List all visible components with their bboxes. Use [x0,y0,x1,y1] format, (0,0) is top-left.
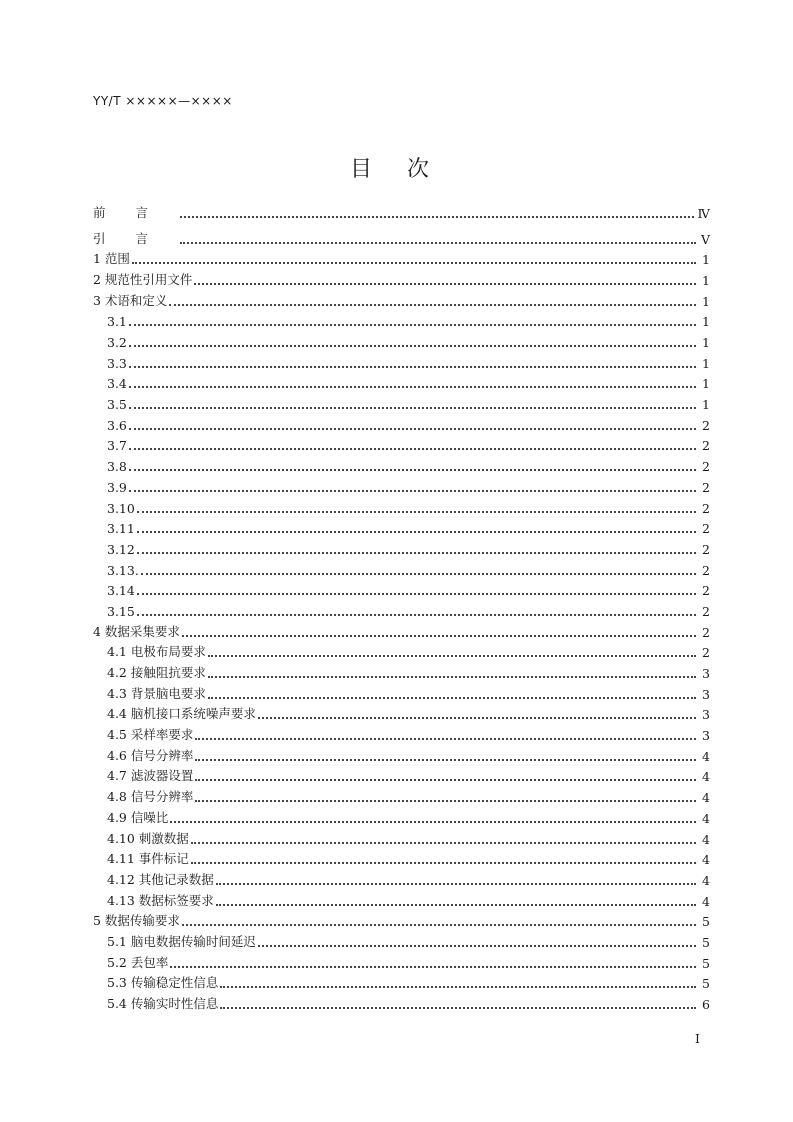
toc-dot-leader [208,664,696,678]
toc-entry-label: 4.5 采样率要求 [107,727,194,743]
toc-dot-leader [137,499,696,513]
toc-entry[interactable] [93,453,710,474]
toc-entry[interactable] [93,991,710,1012]
toc-dot-leader [195,726,696,740]
toc-entry[interactable] [93,536,710,557]
toc-entry-label: 4.11 事件标记 [107,851,189,867]
toc-dot-leader [208,685,696,699]
toc-entry-page: 4 [702,852,710,868]
toc-dot-leader [137,540,696,554]
toc-entry-label: 3 术语和定义 [93,292,168,308]
toc-entry-page: 5 [702,934,710,950]
page-number: Ⅰ [695,1031,700,1046]
toc-entry-label: 前言 [93,204,179,220]
toc-entry[interactable] [93,557,710,578]
toc-dot-leader [180,230,696,244]
toc-entry[interactable] [93,433,710,454]
toc-entry-page: 1 [702,314,710,330]
toc-entry[interactable] [93,950,710,971]
toc-entry[interactable] [93,267,710,288]
toc-entry-page: 1 [702,335,710,351]
toc-dot-leader [180,204,693,218]
toc-entry-label: 3.9 [107,479,127,495]
toc-entry-page: 6 [702,997,710,1013]
toc-entry-page: 2 [702,562,710,578]
toc-entry[interactable] [93,371,710,392]
toc-entry-label: 4.7 滤波器设置 [107,768,194,784]
toc-dot-leader [137,519,696,533]
toc-entry-page: 2 [702,541,710,557]
toc-dot-leader [195,767,696,781]
toc-entry-page: 1 [702,252,710,268]
toc-dot-leader [182,912,696,926]
toc-entry-label: 4 数据采集要求 [93,623,180,639]
toc-dot-leader [137,602,696,616]
toc-entry-page: 2 [702,521,710,537]
toc-dot-leader [216,871,696,885]
toc-entry-label: 3.15 [107,603,135,619]
toc-entry[interactable] [93,722,710,743]
toc-dot-leader [194,271,696,285]
toc-dot-leader [170,954,696,968]
toc-entry-label: 4.8 信号分辨率 [107,789,194,805]
toc-entry-page: 1 [702,397,710,413]
toc-entry[interactable] [93,909,710,930]
toc-entry[interactable] [93,495,710,516]
toc-entry[interactable] [93,702,710,723]
toc-entry-page: 1 [702,293,710,309]
toc-entry-label: 3.4 [107,376,127,392]
toc-entry-label: 4.9 信噪比 [107,809,169,825]
toc-entry-label: 4.1 电极布局要求 [107,644,206,660]
toc-dot-leader [132,250,696,264]
toc-dot-leader [258,705,696,719]
toc-entry-label: 5.4 传输实时性信息 [107,996,219,1012]
toc-entry-label: 4.13 数据标签要求 [107,892,214,908]
toc-entry[interactable] [93,971,710,992]
toc-entry[interactable] [93,247,710,268]
toc-entry[interactable] [93,195,710,221]
toc-entry-page: 3 [702,707,710,723]
toc-entry-page: 4 [702,769,710,785]
toc-entry[interactable] [93,847,710,868]
toc-dot-leader [129,374,696,388]
toc-entry-page: 4 [702,790,710,806]
toc-dot-leader [216,892,696,906]
toc-dot-leader [141,561,696,575]
toc-entry-label: 3.3 [107,355,127,371]
toc-entry-label: 4.2 接触阻抗要求 [107,665,206,681]
toc-entry-page: 2 [702,417,710,433]
toc-entry-page: 5 [702,914,710,930]
toc-entry-page: 5 [702,955,710,971]
toc-dot-leader [129,333,696,347]
toc-entry-label: 5.2 丢包率 [107,954,169,970]
toc-dot-leader [195,747,696,761]
toc-entry[interactable] [93,805,710,826]
toc-entry-page: 2 [702,624,710,640]
toc-dot-leader [129,395,696,409]
toc-entry-page: 1 [702,272,710,288]
toc-entry-page: 4 [702,872,710,888]
toc-dot-leader [191,850,696,864]
toc-entry-label: 3.13. [107,562,139,578]
toc-entry-page: 1 [702,376,710,392]
toc-entry-page: 2 [702,583,710,599]
toc-entry-page: 2 [702,500,710,516]
toc-entry-label: 3.10 [107,500,135,516]
toc-dot-leader [182,623,696,637]
toc-entry[interactable] [93,578,710,599]
toc-entry-label: 3.7 [107,438,127,454]
toc-entry-page: Ⅳ [697,205,710,221]
toc-entry-page: 3 [702,686,710,702]
toc-entry-label: 3.12 [107,541,135,557]
toc-entry-page: 4 [702,831,710,847]
toc-entry-page: 2 [702,438,710,454]
toc-entry[interactable] [93,288,710,309]
toc-dot-leader [208,643,696,657]
table-of-contents [93,195,710,1012]
toc-entry-label: 4.3 背景脑电要求 [107,685,206,701]
toc-dot-leader [129,436,696,450]
toc-entry[interactable] [93,412,710,433]
toc-entry-label: 1 范围 [93,251,130,267]
toc-entry[interactable] [93,888,710,909]
toc-entry[interactable] [93,391,710,412]
toc-entry-label: 4.10 刺激数据 [107,830,189,846]
toc-entry[interactable] [93,619,710,640]
toc-dot-leader [220,995,696,1009]
toc-entry-page: 2 [702,459,710,475]
toc-entry[interactable] [93,660,710,681]
toc-entry-label: 3.6 [107,417,127,433]
toc-entry[interactable] [93,826,710,847]
toc-entry-page: 4 [702,893,710,909]
page-title: 目 次 [350,157,443,182]
toc-entry-page: 3 [702,728,710,744]
toc-entry-label: 3.2 [107,335,127,351]
toc-entry-page: 4 [702,810,710,826]
toc-entry-label: 3.1 [107,314,127,330]
toc-entry-label: 2 规范性引用文件 [93,271,193,287]
toc-entry-label: 5.3 传输稳定性信息 [107,975,219,991]
toc-entry[interactable] [93,221,710,247]
toc-entry-label: 5.1 脑电数据传输时间延迟 [107,933,256,949]
toc-entry[interactable] [93,309,710,330]
toc-entry-label: 4.12 其他记录数据 [107,871,214,887]
toc-entry-label: 3.8 [107,459,127,475]
toc-entry[interactable] [93,743,710,764]
toc-entry-page: 3 [702,666,710,682]
toc-entry[interactable] [93,640,710,661]
toc-entry-page: 1 [702,355,710,371]
toc-entry-label: 3.5 [107,397,127,413]
toc-dot-leader [129,312,696,326]
toc-dot-leader [191,830,696,844]
toc-entry[interactable] [93,867,710,888]
toc-dot-leader [129,416,696,430]
toc-entry[interactable] [93,516,710,537]
toc-entry[interactable] [93,350,710,371]
toc-entry-page: 5 [702,976,710,992]
toc-dot-leader [170,809,696,823]
toc-dot-leader [137,581,696,595]
toc-entry-label: 5 数据传输要求 [93,913,180,929]
toc-entry[interactable] [93,598,710,619]
toc-dot-leader [129,478,696,492]
toc-dot-leader [169,292,696,306]
document-code-header: YY/T ×××××—×××× [93,94,233,108]
toc-entry-label: 引言 [93,230,179,246]
toc-entry-label: 3.11 [107,521,135,537]
toc-entry-page: 2 [702,603,710,619]
toc-dot-leader [258,933,696,947]
toc-dot-leader [129,457,696,471]
toc-entry[interactable] [93,329,710,350]
toc-dot-leader [220,974,696,988]
toc-dot-leader [129,354,696,368]
toc-entry-page: 2 [702,479,710,495]
toc-entry-page: 4 [702,748,710,764]
toc-entry-page: 2 [702,645,710,661]
toc-entry-page: Ⅴ [700,231,710,247]
toc-entry-label: 4.4 脑机接口系统噪声要求 [107,706,256,722]
toc-entry[interactable] [93,764,710,785]
toc-dot-leader [195,788,696,802]
toc-entry[interactable] [93,929,710,950]
toc-entry[interactable] [93,474,710,495]
toc-entry-label: 3.14 [107,583,135,599]
toc-entry[interactable] [93,681,710,702]
toc-entry-label: 4.6 信号分辨率 [107,747,194,763]
toc-entry[interactable] [93,784,710,805]
